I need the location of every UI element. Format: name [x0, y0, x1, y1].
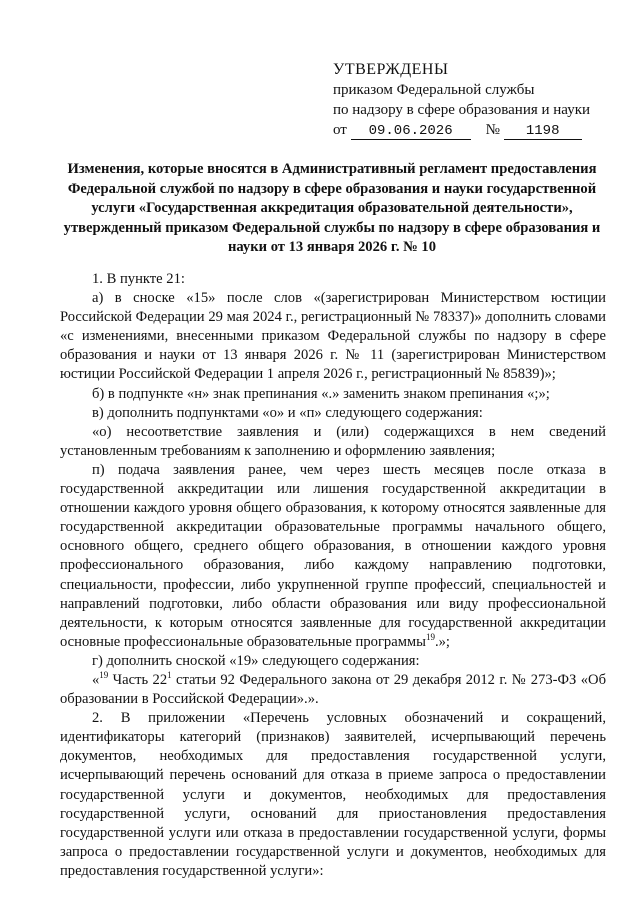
part-superscript: 1 — [167, 670, 172, 681]
paragraph-5: «о) несоответствие заявления и (или) содержащихся в нем сведений установленным требованиям к заполнению и оформлению заявления; — [60, 423, 606, 459]
approval-line-1: приказом Федеральной службы — [333, 82, 535, 98]
paragraph-2: а) в сноске «15» после слов «(зарегистрирован Министерством юстиции Российской Федерации 29 мая 2024 г., регистрационный № 78337)» дополнить словами «с изменениями, внесенными приказом Федеральной службы по надзору в сфере образования и науки от 13 января 2026 г. № 11 (зарегистрирован Министерством юстиции Российской Федерации 1 апреля 2026 г., регистрационный № 85839)»; — [60, 290, 606, 383]
date-prefix: от — [333, 122, 347, 138]
paragraph-8-text-b: статьи 92 Федерального закона от 29 декабря 2012 г. № 273-ФЗ «Об образовании в Российской Федерации».». — [60, 671, 606, 708]
approval-date-row — [333, 120, 623, 140]
number-sign: № — [485, 122, 500, 138]
quote-open: « — [92, 671, 100, 688]
paragraph-6-end: .»; — [434, 633, 450, 650]
approval-line-2: по надзору в сфере образования и науки — [333, 102, 591, 118]
document-body — [60, 270, 606, 881]
paragraph-7: г) дополнить сноской «19» следующего содержания: — [92, 652, 420, 669]
paragraph-6 — [60, 461, 606, 652]
approval-heading: УТВЕРЖДЕНЫ — [333, 61, 449, 78]
paragraph-6-text: п) подача заявления ранее, чем через шесть месяцев после отказа в государственной аккредитации или лишения государственной аккредитации в отношении каждого уровня общего образования, к которому относятся заявленные для государственной аккредитации образовательные программы начального общего, основного общего, среднего общего образования, в отношении каждого уровня профессионального образования, либо каждому направлению подготовки, специальности, профессии, либо укрупненной группе профессий, специальностей и направлений подготовки, либо области образования или виду профессиональной деятельности, к которым относятся заявленные для государственной аккредитации основные профессиональные образовательные программы — [60, 461, 606, 650]
footnote-mark-19: 19 — [99, 670, 109, 681]
paragraph-9: 2. В приложении «Перечень условных обозначений и сокращений, идентификаторы категорий (признаков) заявителей, исчерпывающий перечень документов, необходимых для предоставления государственной услуги, исчерпывающий перечень оснований для отказа в приеме запроса о предоставлении государственной услуги и документов, необходимых для предоставления государственной услуги, оснований для приостановления предоставления государственной услуги или отказа в предоставлении государственной услуги, формы запроса о предоставлении государственной услуги и документов, необходимых для предоставления государственной услуги»: — [60, 710, 606, 879]
order-date: 09.06.2026 — [351, 123, 471, 140]
paragraph-8-text-a: Часть 22 — [108, 671, 168, 688]
approval-stamp — [333, 60, 623, 140]
footnote-ref-19: 19 — [425, 631, 435, 642]
paragraph-4: в) дополнить подпунктами «о» и «п» следующего содержания: — [92, 404, 483, 421]
document-title: Изменения, которые вносятся в Административный регламент предоставления Федеральной службой по надзору в сфере образования и науки государственной услуги «Государственная аккредитация образовательной деятельности», утвержденный приказом Федеральной службы по надзору в сфере образования и науки от 13 января 2026 г. № 10 — [63, 161, 601, 255]
paragraph-1: 1. В пункте 21: — [92, 271, 185, 287]
paragraph-3: б) в подпункте «н» знак препинания «.» заменить знаком препинания «;»; — [92, 385, 550, 402]
order-number: 1198 — [504, 123, 582, 140]
paragraph-8 — [60, 671, 606, 709]
